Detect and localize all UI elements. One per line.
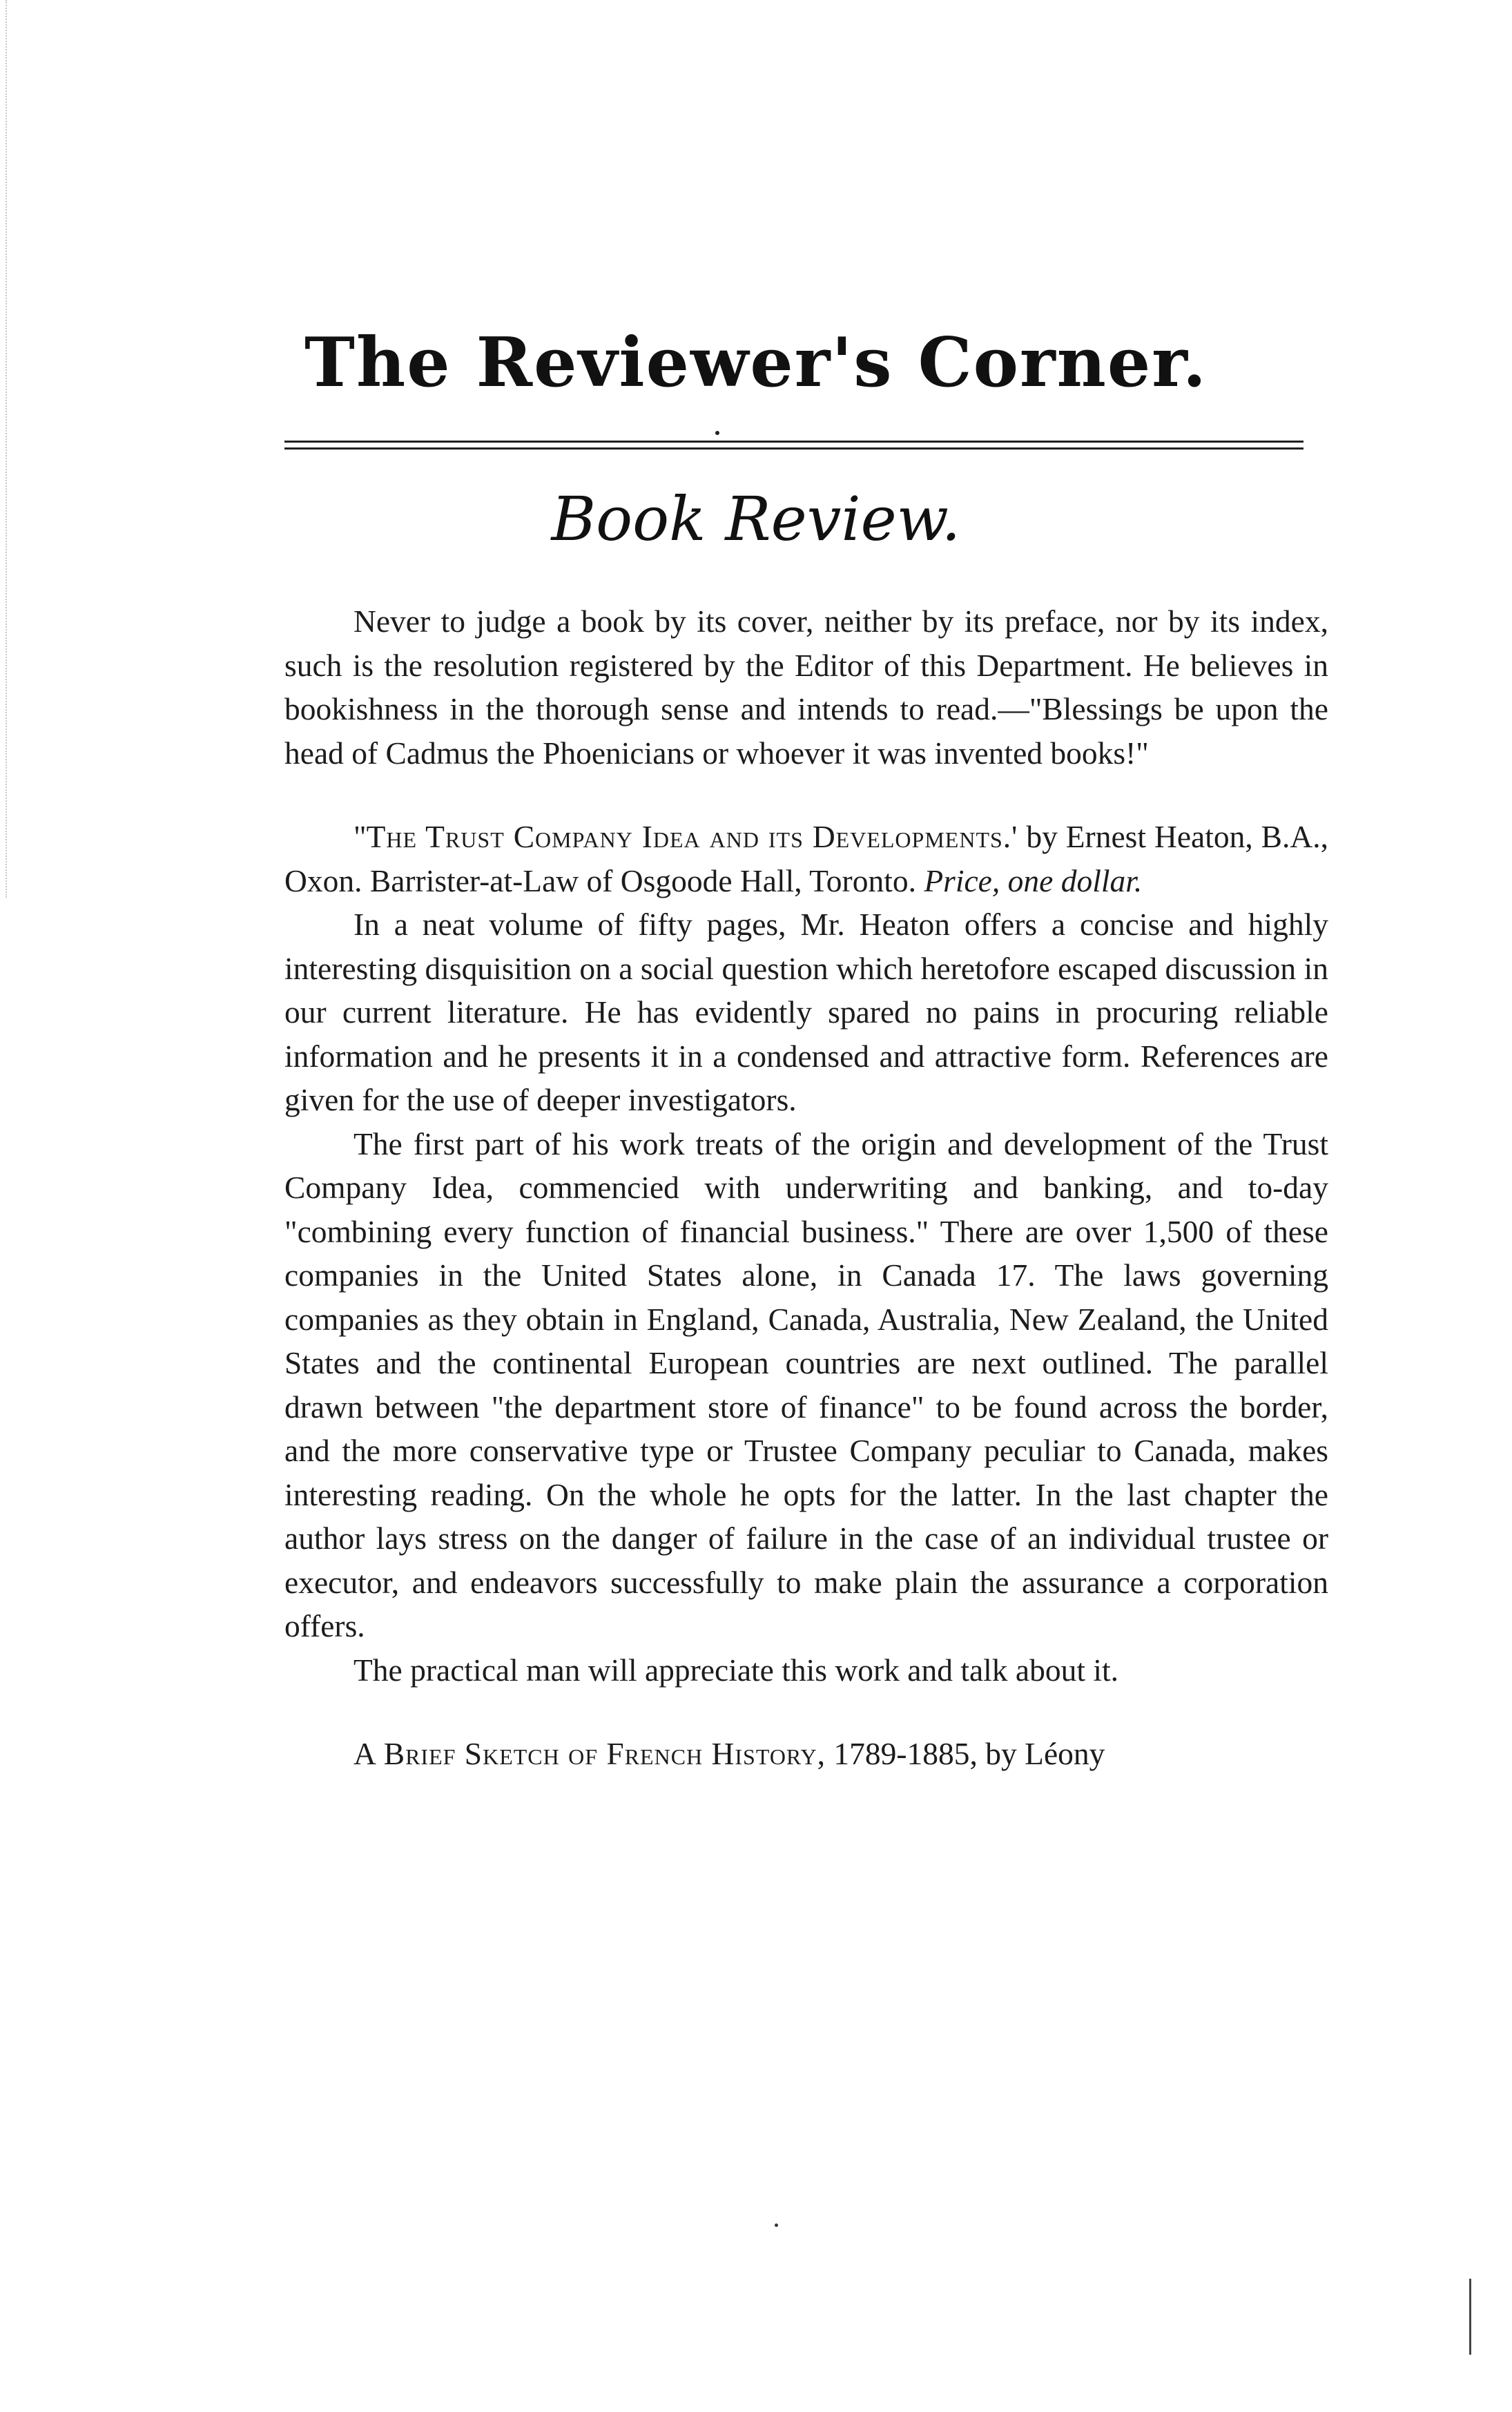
section-title: Book Review. bbox=[551, 483, 961, 554]
rule-line-top bbox=[284, 441, 1303, 443]
review-price: Price, one dollar. bbox=[924, 862, 1143, 898]
review-paragraph: The first part of his work treats of the origin and development of the Trust Company Idea, commencied with underwriting and banking, and to-day "combining every function of financial business." There are over 1,500 of these companies in the United States alone, in Canada 17. The laws governing companies as they obtain in England, Canada, Australia, New Zealand, the United States and the continental European countries are next outlined. The parallel drawn between "the department store of finance" to be found across the border, and the more conservative type or Trustee Company peculiar to Canada, makes interesting reading. On the whole he opts for the latter. In the last chapter the author lays stress on the danger of failure in the case of an individual trustee or executor, and endeavors successfully to make plain the assurance a corporation offers. bbox=[284, 1126, 1328, 1643]
citation-open-quote: " bbox=[353, 819, 367, 854]
ornament-dot bbox=[715, 431, 719, 435]
page-title: The Reviewer's Corner. bbox=[304, 323, 1208, 403]
article-body bbox=[284, 599, 1328, 1776]
review-citation bbox=[284, 815, 1328, 903]
intro-paragraph: Never to judge a book by its cover, neither by its preface, nor by its index, such is the resolution registered by the Editor of this Department. He believes in bookishness in the thorough sense and intends to read.—"Blessings be upon the head of Cadmus the Phoenicians or whoever it was invented books!" bbox=[284, 604, 1328, 771]
scan-edge-mark-right bbox=[1469, 2279, 1471, 2355]
rule-line-bottom bbox=[284, 447, 1303, 450]
review-paragraph: In a neat volume of fifty pages, Mr. Heaton offers a concise and highly interesting disquisition on a social question which heretofore escaped discussion in our current literature. He has evidently spared no pains in procuring reliable information and he presents it in a condensed and attractive form. References are given for the use of deeper investigators. bbox=[284, 907, 1328, 1117]
review-paragraph: The practical man will appreciate this work and talk about it. bbox=[353, 1652, 1119, 1688]
review-byline: by Ernest Heaton, B.A., Oxon. Barrister-at-Law of Osgoode Hall, Toronto. bbox=[284, 819, 1328, 898]
next-review-book-title: A Brief Sketch of French History, bbox=[353, 1736, 826, 1771]
scan-edge-marks bbox=[6, 0, 10, 898]
next-review-byline: 1789-1885, by Léony bbox=[826, 1736, 1105, 1771]
review-book-title: The Trust Company Idea and its Developments.' bbox=[366, 819, 1018, 854]
double-rule-divider bbox=[284, 441, 1303, 457]
next-review-citation bbox=[284, 1732, 1328, 1776]
page-mark-dot bbox=[775, 2223, 778, 2227]
